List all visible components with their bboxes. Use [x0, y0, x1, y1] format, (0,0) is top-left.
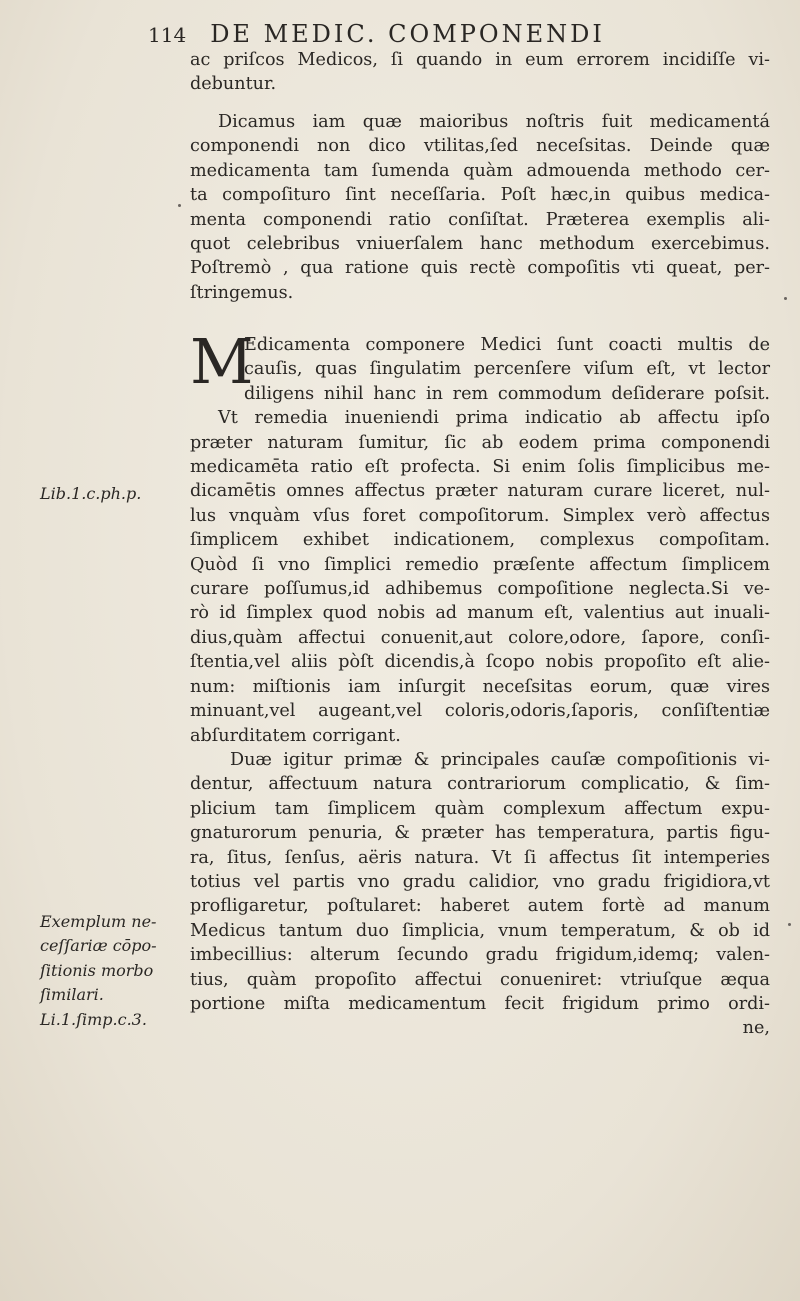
text-line: curare poſſumus,id adhibemus compoſitione neglecta.Si ve- [190, 579, 770, 600]
text-line: ta compoſituro ſint neceſſaria. Poſt hæc,in quibus medica- [190, 185, 770, 206]
text-line: ſtentia,vel aliis pòſt dicendis,à ſcopo nobis propoſito eſt alie- [190, 652, 770, 673]
ink-speck [788, 923, 791, 926]
text-line: imbecillius: alterum ſecundo gradu frigidum,idemq; valen- [190, 945, 770, 966]
text-line: ra, ſitus, ſenſus, aëris natura. Vt ſi affectus ſit intemperies [190, 847, 770, 868]
text-line: Duæ igitur primæ & principales cauſæ compoſitionis vi- [230, 749, 770, 770]
text-line: cauſis, quas ſingulatim percenſere viſum eſt, vt lector [244, 359, 770, 380]
page-header [148, 20, 768, 48]
text-line: lus vnquàm vſus foret compoſitorum. Simplex verò affectus [190, 505, 770, 526]
paragraph-1 [190, 48, 770, 97]
margin-note-line: ceſſariæ cōpo- [40, 936, 157, 956]
ink-speck [784, 297, 787, 300]
margin-note-2 [40, 910, 190, 1032]
margin-note-line: ſimilari. [40, 985, 104, 1005]
text-line: plicium tam ſimplicem quàm complexum affectum expu- [190, 798, 770, 819]
running-title: DE MEDIC. COMPONENDI [210, 20, 605, 48]
text-line: diligens nihil hanc in rem commodum deſiderare poſsit. [244, 383, 770, 404]
drop-cap: M [190, 325, 254, 398]
text-line: menta componendi ratio conſiſtat. Præterea exemplis ali- [190, 209, 770, 230]
text-line: ac priſcos Medicos, ſi quando in eum errorem incidiſſe vi- [190, 50, 770, 70]
text-line: rò id ſimplex quod nobis ad manum eſt, valentius aut inuali- [190, 603, 770, 624]
text-line: portione miſta medicamentum fecit frigidum primo ordi- [190, 993, 770, 1014]
text-line: tius, quàm propoſito affectui conueniret: vtriuſque æqua [190, 969, 770, 990]
margin-note-line: ſitionis morbo [40, 960, 154, 980]
text-line: profligaretur, poſtularet: haberet autem fortè ad manum [190, 896, 770, 917]
text-line: gnaturorum penuria, & præter has temperatura, partis figu- [190, 823, 770, 844]
text-line: debuntur. [190, 74, 277, 95]
text-line: Quòd ſi vno ſimplici remedio præſente affectum ſimplicem [190, 554, 770, 575]
text-line: dicamētis omnes affectus præter naturam curare liceret, nul- [190, 481, 770, 502]
text-line: Dicamus iam quæ maioribus noſtris fuit medicamentá [218, 112, 770, 132]
text-line: totius vel partis vno gradu calidior, vno gradu frigidiora,vt [190, 871, 770, 892]
ink-speck [178, 204, 181, 207]
page-number: 114 [148, 23, 187, 47]
text-line: dentur, affectuum natura contrariorum complicatio, & ſim- [190, 774, 770, 795]
text-line: abſurditatem corrigant. [190, 725, 401, 746]
text-line: medicamenta tam ſumenda quàm admouenda methodo cer- [190, 160, 770, 181]
paragraph-2 [190, 110, 770, 305]
margin-note-1 [40, 482, 190, 506]
text-line: dius,quàm affectui conuenit,aut colore,odore, ſapore, conſi- [190, 627, 770, 648]
margin-note-line: Exemplum ne- [40, 912, 157, 931]
text-line: Edicamenta componere Medici ſunt coacti multis de [244, 335, 770, 355]
text-line: medicamēta ratio eſt profecta. Si enim ſolis ſimplicibus me- [190, 457, 770, 478]
text-line: præter naturam ſumitur, ſic ab eodem prima componendi [190, 432, 770, 453]
catchword: ne, [742, 1018, 770, 1039]
text-line: componendi non dico vtilitas,ſed neceſsitas. Deinde quæ [190, 136, 770, 157]
text-line: Poſtremò , qua ratione quis rectè compoſitis vti queat, per- [190, 258, 770, 279]
text-line: minuant,vel augeant,vel coloris,odoris,ſaporis, conſiſtentiæ [190, 701, 770, 722]
text-line: Medicus tantum duo ſimplicia, vnum temperatum, & ob id [190, 920, 770, 941]
text-line: ſtringemus. [190, 282, 294, 303]
text-line: Vt remedia inueniendi prima indicatio ab affectu ipſo [218, 408, 770, 429]
text-line: quot celebribus vniuerſalem hanc methodum exercebimus. [190, 234, 770, 255]
margin-note-line: Li.1.ſimp.c.3. [40, 1009, 147, 1029]
margin-note-text: Lib.1.c.ph.p. [40, 484, 142, 503]
text-line: num: miſtionis iam inſurgit neceſsitas eorum, quæ vires [190, 676, 770, 697]
text-line: ſimplicem exhibet indicationem, complexus compoſitam. [190, 530, 770, 551]
paragraph-3 [190, 325, 770, 1041]
